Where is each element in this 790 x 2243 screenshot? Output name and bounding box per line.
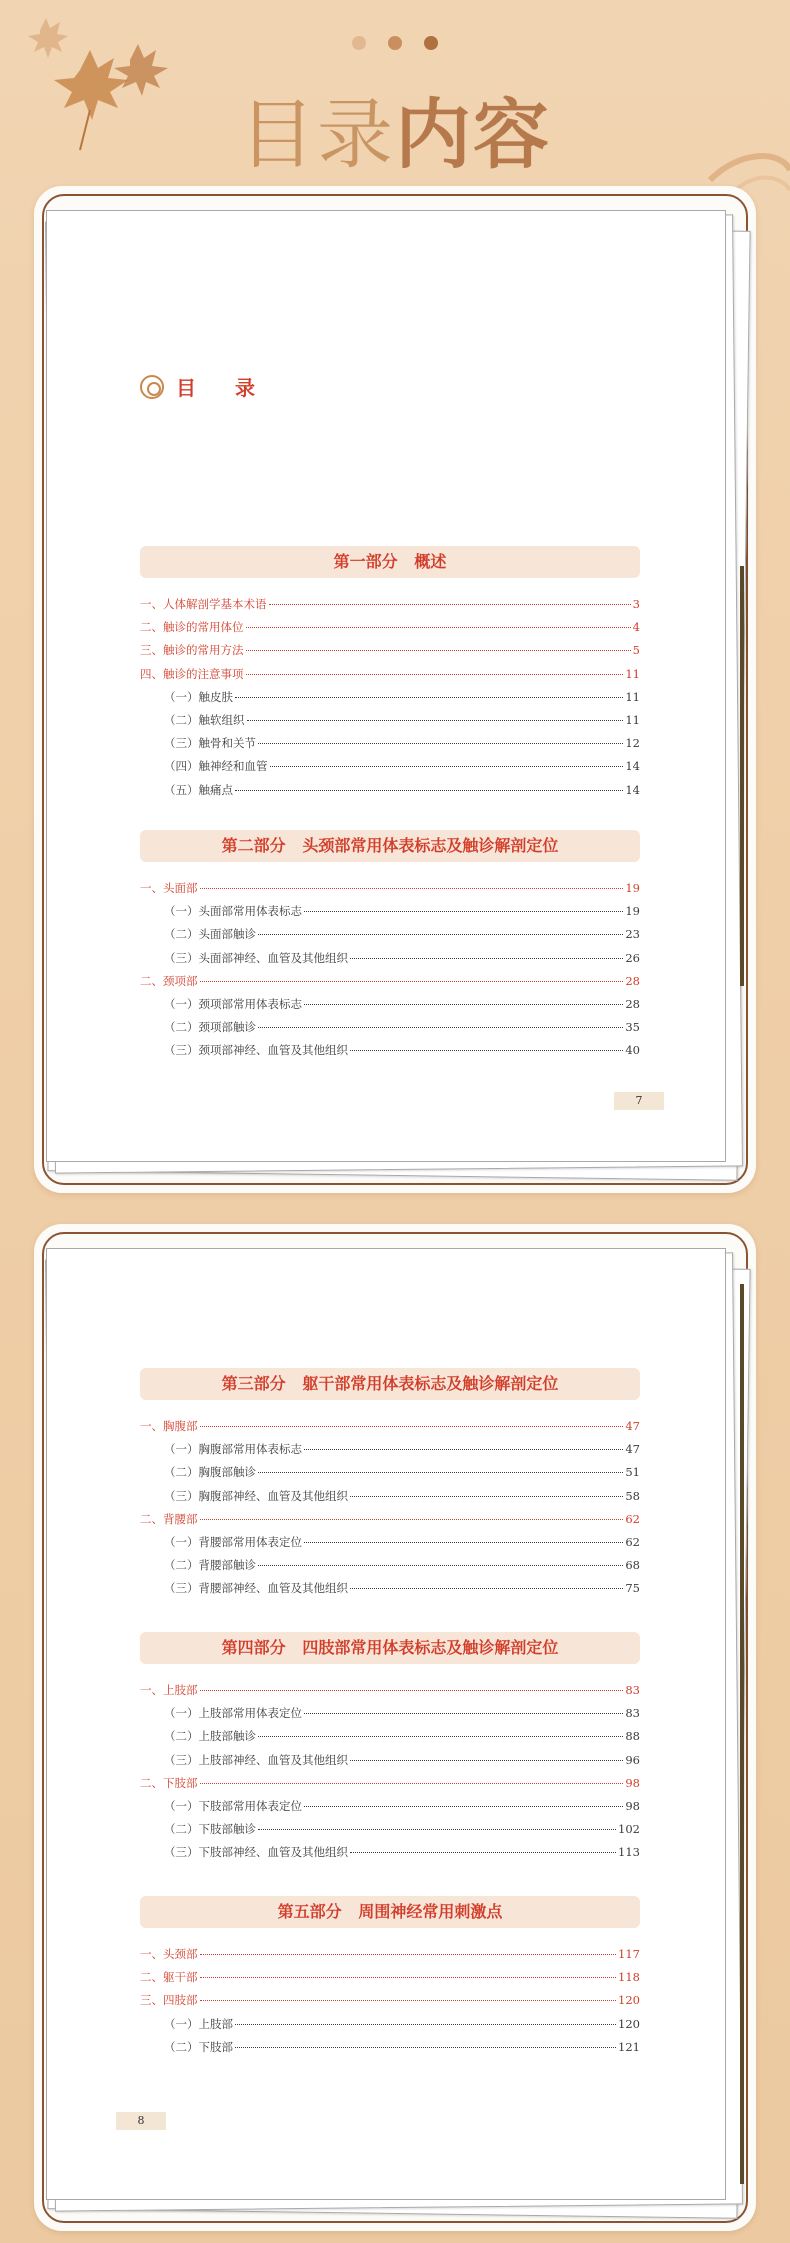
toc-entry[interactable] bbox=[140, 1969, 640, 1992]
toc-subentry[interactable] bbox=[140, 1752, 640, 1775]
toc-subentry[interactable] bbox=[140, 1019, 640, 1042]
entry-label: （一）触皮肤 bbox=[164, 689, 233, 704]
toc-subentry[interactable] bbox=[140, 1844, 640, 1867]
entry-page: 14 bbox=[625, 782, 640, 797]
leader-dots bbox=[350, 1588, 623, 1589]
entry-label: 二、触诊的常用体位 bbox=[140, 620, 244, 635]
entry-page: 4 bbox=[632, 620, 640, 635]
leader-dots bbox=[304, 1542, 623, 1543]
entry-label: （三）颈项部神经、血管及其他组织 bbox=[164, 1043, 348, 1058]
dot-3 bbox=[424, 36, 438, 50]
toc-subentry[interactable] bbox=[140, 996, 640, 1019]
toc-subentry[interactable] bbox=[140, 950, 640, 973]
leader-dots bbox=[350, 1496, 623, 1497]
page-number: 8 bbox=[116, 2112, 166, 2130]
entry-label: （一）胸腹部常用体表标志 bbox=[164, 1442, 302, 1457]
page-edge-stripe bbox=[740, 566, 744, 986]
page-title bbox=[0, 74, 790, 183]
leader-dots bbox=[304, 911, 623, 912]
toc-subentry[interactable] bbox=[140, 1798, 640, 1821]
entry-label: （二）触软组织 bbox=[164, 712, 245, 727]
toc-subentry[interactable] bbox=[140, 1580, 640, 1603]
entry-page: 11 bbox=[625, 666, 640, 681]
toc-entry[interactable] bbox=[140, 1992, 640, 2015]
entry-label: 一、人体解剖学基本术语 bbox=[140, 597, 267, 611]
toc-page-card-2 bbox=[34, 1224, 756, 2231]
leader-dots bbox=[304, 1449, 623, 1450]
entry-page: 5 bbox=[632, 643, 640, 658]
entry-page: 19 bbox=[625, 881, 640, 895]
leader-dots bbox=[246, 650, 631, 651]
entry-label: （一）下肢部常用体表定位 bbox=[164, 1798, 302, 1813]
toc-entry[interactable] bbox=[140, 880, 640, 903]
part-title: 第二部分 头颈部常用体表标志及触诊解剖定位 bbox=[140, 830, 640, 862]
section-part-1 bbox=[140, 546, 640, 805]
entry-label: （二）下肢部触诊 bbox=[164, 1822, 256, 1837]
leader-dots bbox=[200, 1690, 624, 1691]
toc-subentry[interactable] bbox=[140, 735, 640, 758]
entry-page: 102 bbox=[618, 1822, 640, 1837]
leader-dots bbox=[200, 1783, 624, 1784]
section-part-2 bbox=[140, 830, 640, 1066]
toc-subentry[interactable] bbox=[140, 1821, 640, 1844]
toc-entry[interactable] bbox=[140, 596, 640, 619]
entry-label: （三）头面部神经、血管及其他组织 bbox=[164, 950, 348, 965]
leader-dots bbox=[258, 1472, 623, 1473]
toc-subentry[interactable] bbox=[140, 1488, 640, 1511]
entry-page: 88 bbox=[625, 1729, 640, 1744]
toc-subentry[interactable] bbox=[140, 712, 640, 735]
entry-label: 三、四肢部 bbox=[140, 1993, 198, 2008]
entry-page: 23 bbox=[625, 927, 640, 942]
toc-subentry[interactable] bbox=[140, 2039, 640, 2062]
entry-label: （一）上肢部常用体表定位 bbox=[164, 1706, 302, 1721]
entry-label: 一、头颈部 bbox=[140, 1947, 198, 1961]
leader-dots bbox=[200, 2000, 617, 2001]
part-title: 第一部分 概述 bbox=[140, 546, 640, 578]
entry-label: （三）触骨和关节 bbox=[164, 736, 256, 751]
leader-dots bbox=[200, 1519, 624, 1520]
entry-page: 68 bbox=[625, 1558, 640, 1573]
entry-page: 98 bbox=[625, 1798, 640, 1813]
title-bold: 内容 bbox=[395, 90, 551, 179]
leader-dots bbox=[200, 888, 624, 889]
toc-list bbox=[140, 880, 640, 1066]
toc-entry[interactable] bbox=[140, 642, 640, 665]
entry-label: （二）颈项部触诊 bbox=[164, 1020, 256, 1035]
entry-page: 14 bbox=[625, 759, 640, 774]
entry-page: 96 bbox=[625, 1752, 640, 1767]
entry-page: 121 bbox=[618, 2039, 640, 2054]
toc-heading-text: 目 录 bbox=[176, 376, 271, 400]
toc-subentry[interactable] bbox=[140, 1534, 640, 1557]
leader-dots bbox=[247, 720, 624, 721]
entry-page: 51 bbox=[625, 1465, 640, 1480]
entry-label: 四、触诊的注意事项 bbox=[140, 666, 244, 681]
toc-subentry[interactable] bbox=[140, 758, 640, 781]
part-title: 第五部分 周围神经常用刺激点 bbox=[140, 1896, 640, 1928]
entry-page: 26 bbox=[625, 950, 640, 965]
entry-label: 二、颈项部 bbox=[140, 973, 198, 988]
section-part-3 bbox=[140, 1368, 640, 1604]
leader-dots bbox=[200, 1426, 624, 1427]
entry-label: （二）上肢部触诊 bbox=[164, 1729, 256, 1744]
leader-dots bbox=[258, 1736, 623, 1737]
entry-page: 83 bbox=[625, 1683, 640, 1697]
toc-entry[interactable] bbox=[140, 666, 640, 689]
entry-label: 一、头面部 bbox=[140, 881, 198, 895]
entry-page: 118 bbox=[618, 1970, 640, 1985]
leader-dots bbox=[258, 1027, 623, 1028]
toc-subentry[interactable] bbox=[140, 1557, 640, 1580]
leader-dots bbox=[350, 1852, 616, 1853]
leader-dots bbox=[258, 1829, 616, 1830]
entry-page: 62 bbox=[625, 1511, 640, 1526]
entry-page: 58 bbox=[625, 1488, 640, 1503]
entry-label: 二、背腰部 bbox=[140, 1511, 198, 1526]
entry-label: 二、下肢部 bbox=[140, 1775, 198, 1790]
entry-page: 35 bbox=[625, 1020, 640, 1035]
leader-dots bbox=[200, 1977, 617, 1978]
entry-page: 28 bbox=[625, 973, 640, 988]
entry-page: 40 bbox=[625, 1043, 640, 1058]
toc-list bbox=[140, 596, 640, 805]
entry-label: （五）触痛点 bbox=[164, 782, 233, 797]
entry-label: （二）背腰部触诊 bbox=[164, 1558, 256, 1573]
leader-dots bbox=[235, 2024, 616, 2025]
toc-subentry[interactable] bbox=[140, 926, 640, 949]
entry-label: （四）触神经和血管 bbox=[164, 759, 268, 774]
entry-page: 28 bbox=[625, 996, 640, 1011]
leader-dots bbox=[350, 1760, 623, 1761]
leader-dots bbox=[258, 743, 623, 744]
entry-page: 12 bbox=[625, 736, 640, 751]
entry-page: 83 bbox=[625, 1706, 640, 1721]
entry-page: 47 bbox=[625, 1419, 640, 1433]
entry-page: 19 bbox=[625, 904, 640, 919]
toc-entry[interactable] bbox=[140, 973, 640, 996]
leader-dots bbox=[246, 674, 624, 675]
entry-page: 120 bbox=[618, 2016, 640, 2031]
leader-dots bbox=[246, 627, 631, 628]
leader-dots bbox=[304, 1004, 623, 1005]
section-part-4 bbox=[140, 1632, 640, 1868]
toc-subentry[interactable] bbox=[140, 1441, 640, 1464]
leader-dots bbox=[304, 1806, 623, 1807]
entry-label: 一、上肢部 bbox=[140, 1683, 198, 1697]
entry-page: 11 bbox=[625, 689, 640, 704]
entry-page: 75 bbox=[625, 1581, 640, 1596]
toc-subentry[interactable] bbox=[140, 2016, 640, 2039]
entry-label: 一、胸腹部 bbox=[140, 1419, 198, 1433]
leader-dots bbox=[258, 1565, 623, 1566]
entry-label: 三、触诊的常用方法 bbox=[140, 643, 244, 658]
toc-entry[interactable] bbox=[140, 1682, 640, 1705]
leader-dots bbox=[200, 1954, 617, 1955]
toc-subentry[interactable] bbox=[140, 1464, 640, 1487]
entry-page: 113 bbox=[618, 1845, 640, 1860]
leader-dots bbox=[235, 697, 623, 698]
entry-label: （二）下肢部 bbox=[164, 2039, 233, 2054]
entry-page: 47 bbox=[625, 1442, 640, 1457]
toc-list bbox=[140, 1418, 640, 1604]
entry-label: （一）颈项部常用体表标志 bbox=[164, 996, 302, 1011]
leader-dots bbox=[200, 981, 624, 982]
leader-dots bbox=[350, 958, 623, 959]
decorative-dots bbox=[352, 36, 438, 50]
page-edge-stripe bbox=[740, 1284, 744, 2184]
entry-label: （三）下肢部神经、血管及其他组织 bbox=[164, 1845, 348, 1860]
entry-page: 120 bbox=[618, 1993, 640, 2008]
toc-entry[interactable] bbox=[140, 1775, 640, 1798]
part-title: 第四部分 四肢部常用体表标志及触诊解剖定位 bbox=[140, 1632, 640, 1664]
toc-subentry[interactable] bbox=[140, 782, 640, 805]
entry-label: （一）头面部常用体表标志 bbox=[164, 904, 302, 919]
leader-dots bbox=[350, 1050, 623, 1051]
toc-entry[interactable] bbox=[140, 1946, 640, 1969]
entry-label: （三）胸腹部神经、血管及其他组织 bbox=[164, 1488, 348, 1503]
entry-label: （三）背腰部神经、血管及其他组织 bbox=[164, 1581, 348, 1596]
entry-label: （二）胸腹部触诊 bbox=[164, 1465, 256, 1480]
entry-page: 62 bbox=[625, 1534, 640, 1549]
header bbox=[0, 0, 790, 190]
toc-list bbox=[140, 1682, 640, 1868]
leader-dots bbox=[235, 790, 623, 791]
toc-heading bbox=[140, 372, 271, 401]
toc-subentry[interactable] bbox=[140, 903, 640, 926]
entry-page: 11 bbox=[625, 712, 640, 727]
entry-page: 117 bbox=[618, 1947, 640, 1961]
toc-subentry[interactable] bbox=[140, 689, 640, 712]
emblem-icon bbox=[140, 375, 164, 399]
entry-label: （一）上肢部 bbox=[164, 2016, 233, 2031]
title-light: 目录 bbox=[239, 90, 395, 179]
toc-list bbox=[140, 1946, 640, 2062]
toc-subentry[interactable] bbox=[140, 1728, 640, 1751]
toc-entry[interactable] bbox=[140, 619, 640, 642]
entry-page: 98 bbox=[625, 1775, 640, 1790]
dot-2 bbox=[388, 36, 402, 50]
section-part-5 bbox=[140, 1896, 640, 2062]
entry-label: （二）头面部触诊 bbox=[164, 927, 256, 942]
entry-label: 二、躯干部 bbox=[140, 1970, 198, 1985]
leader-dots bbox=[304, 1713, 623, 1714]
leader-dots bbox=[270, 766, 624, 767]
leader-dots bbox=[269, 604, 631, 605]
toc-entry[interactable] bbox=[140, 1511, 640, 1534]
leader-dots bbox=[235, 2047, 616, 2048]
toc-subentry[interactable] bbox=[140, 1705, 640, 1728]
entry-page: 3 bbox=[632, 597, 640, 611]
part-title: 第三部分 躯干部常用体表标志及触诊解剖定位 bbox=[140, 1368, 640, 1400]
dot-1 bbox=[352, 36, 366, 50]
page-number: 7 bbox=[614, 1092, 664, 1110]
entry-label: （三）上肢部神经、血管及其他组织 bbox=[164, 1752, 348, 1767]
toc-entry[interactable] bbox=[140, 1418, 640, 1441]
entry-label: （一）背腰部常用体表定位 bbox=[164, 1534, 302, 1549]
toc-subentry[interactable] bbox=[140, 1042, 640, 1065]
leader-dots bbox=[258, 934, 623, 935]
toc-page-card-1 bbox=[34, 186, 756, 1193]
